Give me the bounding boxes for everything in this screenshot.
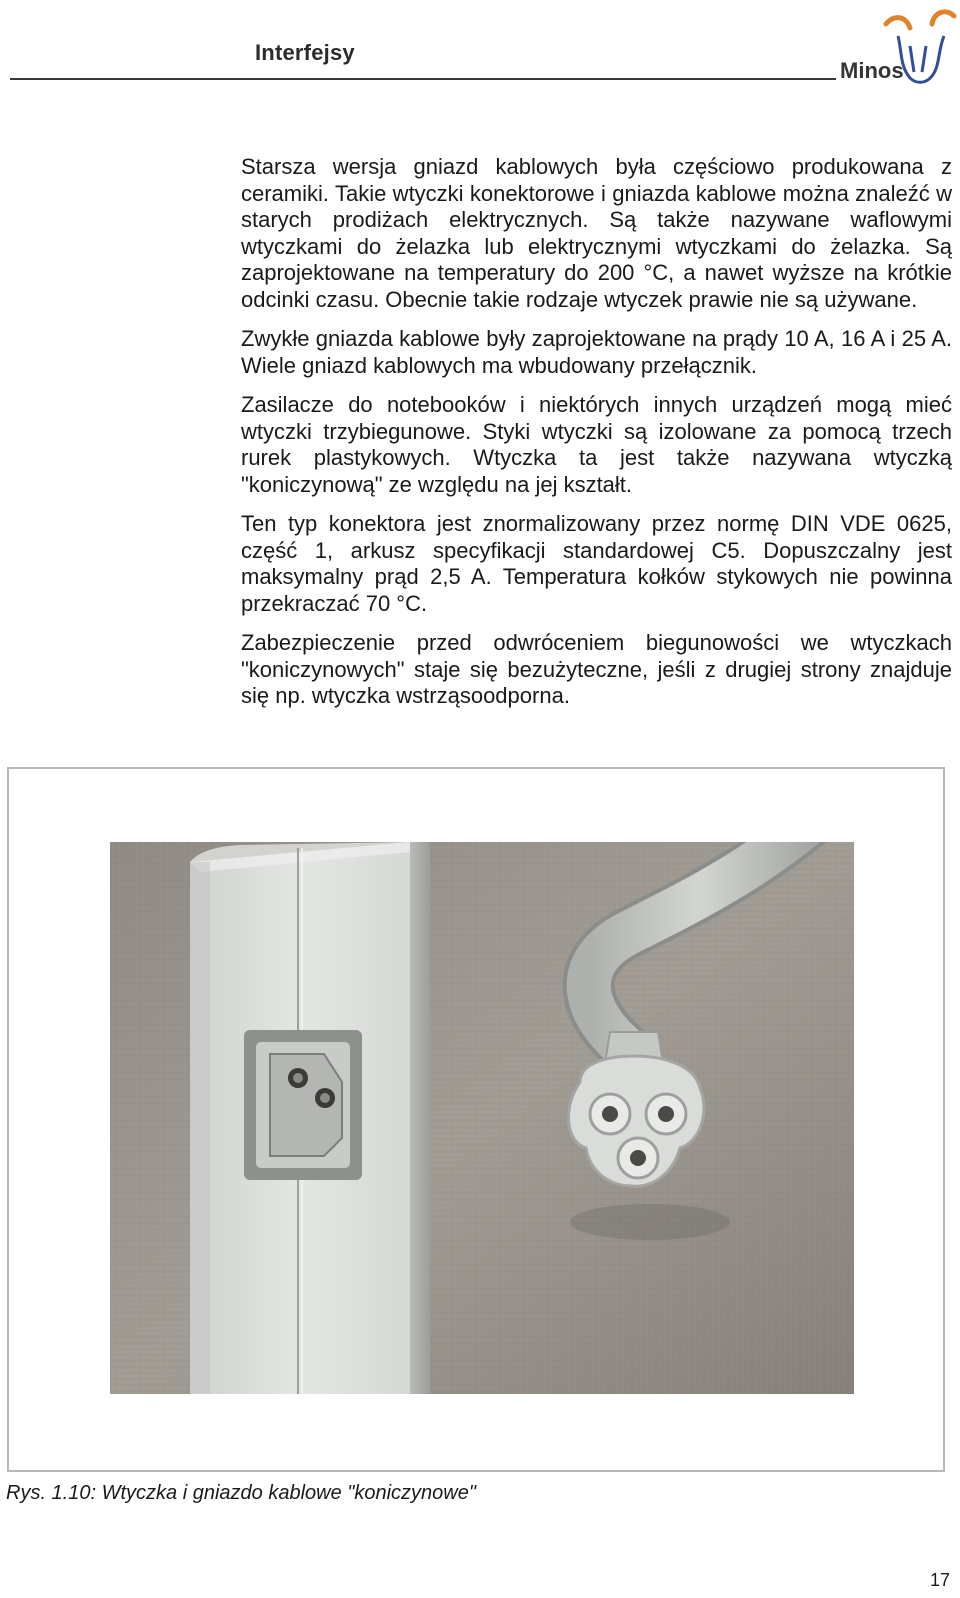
paragraph-notebook-power: Zasilacze do notebooków i niektórych innych urządzeń mogą mieć wtyczki trzybiegunowe. Styki wtyczki są izolowane za pomocą trzech rurek plastykowych. Wtyczka ta jest także nazywana wtyczką "koniczynową" ze względu na jej kształt. (241, 392, 952, 497)
brand-name: Minos (840, 58, 904, 83)
section-title: Interfejsy (255, 40, 355, 65)
paragraph-standard: Ten typ konektora jest znormalizowany przez normę DIN VDE 0625, część 1, arkusz specyfikacji standardowej C5. Dopuszczalny jest maksymalny prąd 2,5 A. Temperatura kołków stykowych nie powinna przekraczać 70 °C. (241, 511, 952, 616)
page-number: 17 (930, 1570, 951, 1590)
paragraph-currents: Zwykłe gniazda kablowe były zaprojektowane na prądy 10 A, 16 A i 25 A. Wiele gniazd kablowych ma wbudowany przełącznik. (241, 326, 952, 378)
header-rule (10, 78, 836, 80)
figure-photo (110, 842, 854, 1394)
paragraph-polarity: Zabezpieczenie przed odwróceniem biegunowości we wtyczkach "koniczynowych" staje się bezużyteczne, jeśli z drugiej strony znajduje się np. wtyczka wstrząsoodporna. (241, 630, 952, 708)
body-text (241, 154, 952, 723)
cloverleaf-connector-photo (110, 842, 854, 1394)
minos-logo-icon (880, 6, 960, 86)
figure-caption: Rys. 1.10: Wtyczka i gniazdo kablowe "koniczynowe" (6, 1482, 476, 1504)
paragraph-ceramic: Starsza wersja gniazd kablowych była częściowo produkowana z ceramiki. Takie wtyczki konektorowe i gniazda kablowe można znaleźć w starych prodiżach elektrycznych. Są także nazywane waflowymi wtyczkami do żelazka lub elektrycznymi wtyczkami do żelazka. Są zaprojektowane na temperatury do 200 °C, a nawet wyższe na krótkie odcinki czasu. Obecnie takie rodzaje wtyczek prawie nie są używane. (241, 154, 952, 312)
